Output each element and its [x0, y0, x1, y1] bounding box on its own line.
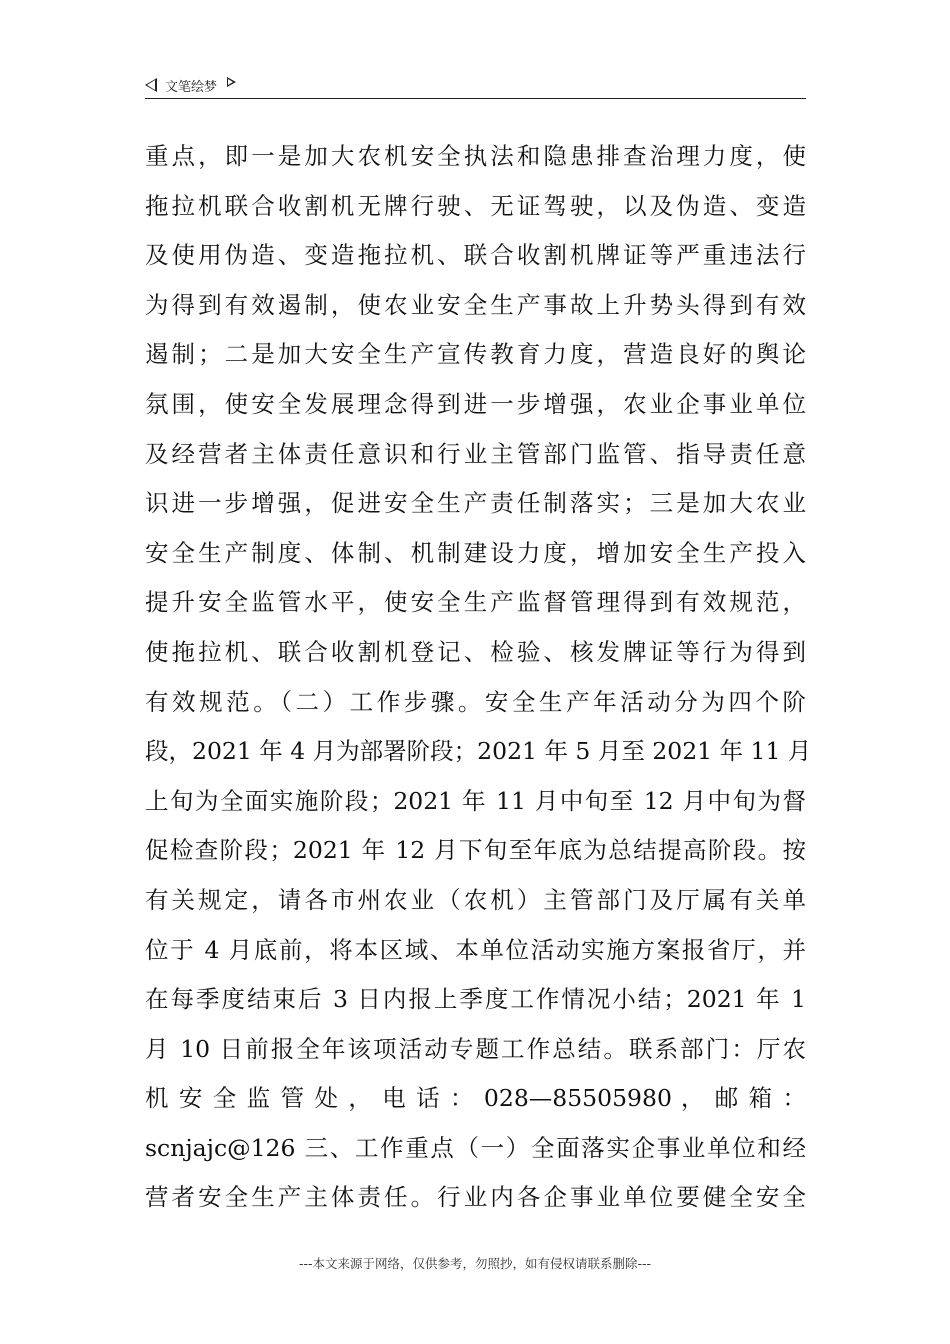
text-line: 营者安全生产主体责任。行业内各企事业单位要健全安全 — [145, 1183, 806, 1212]
footer-disclaimer: ---本文来源于网络，仅供参考，勿照抄，如有侵权请联系删除--- — [298, 1256, 652, 1271]
text-line: 位于 4 月底前，将本区域、本单位活动实施方案报省厅，并 — [145, 935, 806, 964]
text-line: 为得到有效遏制，使农业安全生产事故上升势头得到有效 — [145, 290, 806, 319]
text-line: 有效规范。（二）工作步骤。安全生产年活动分为四个阶 — [145, 687, 806, 716]
header-divider — [145, 98, 806, 99]
triangle-right-icon — [227, 77, 236, 87]
text-line: 识进一步增强，促进安全生产责任制落实；三是加大农业 — [145, 489, 806, 518]
text-line: 机 安 全 监 管 处 ， 电 话 ： 028—85505980 ， 邮 箱 ： — [145, 1084, 806, 1113]
text-line: 遏制；二是加大安全生产宣传教育力度，营造良好的舆论 — [145, 340, 806, 369]
text-line: 及经营者主体责任意识和行业主管部门监管、指导责任意 — [145, 439, 806, 468]
text-line: 上旬为全面实施阶段；2021 年 11 月中旬至 12 月中旬为督 — [145, 786, 806, 815]
text-line: 及使用伪造、变造拖拉机、联合收割机牌证等严重违法行 — [145, 241, 806, 270]
text-line: 有关规定，请各市州农业（农机）主管部门及厅属有关单 — [145, 885, 806, 914]
text-line: 月 10 日前报全年该项活动专题工作总结。联系部门：厅农 — [145, 1034, 806, 1063]
text-line: 安全生产制度、体制、机制建设力度，增加安全生产投入 — [145, 538, 806, 567]
text-line: 重点，即一是加大农机安全执法和隐患排查治理力度，使 — [145, 142, 806, 170]
text-line: scnjajc@126 三、工作重点（一）全面落实企事业单位和经 — [145, 1133, 806, 1162]
text-line: 拖拉机联合收割机无牌行驶、无证驾驶，以及伪造、变造 — [145, 191, 806, 220]
header-title: 文笔绘梦 — [165, 79, 218, 95]
text-line: 在每季度结束后 3 日内报上季度工作情况小结；2021 年 1 — [145, 985, 806, 1014]
page-header — [145, 74, 236, 96]
text-line: 促检查阶段；2021 年 12 月下旬至年底为总结提高阶段。按 — [145, 836, 806, 865]
text-line: 段，2021 年 4 月为部署阶段；2021 年 5 月至 2021 年 11 月 — [145, 737, 812, 766]
text-line: 提升安全监管水平，使安全生产监督管理得到有效规范， — [145, 588, 806, 617]
body-text — [145, 132, 812, 1223]
text-line: 氛围，使安全发展理念得到进一步增强，农业企事业单位 — [145, 389, 806, 418]
triangle-left-icon — [145, 78, 157, 92]
text-line: 使拖拉机、联合收割机登记、检验、核发牌证等行为得到 — [145, 637, 806, 666]
